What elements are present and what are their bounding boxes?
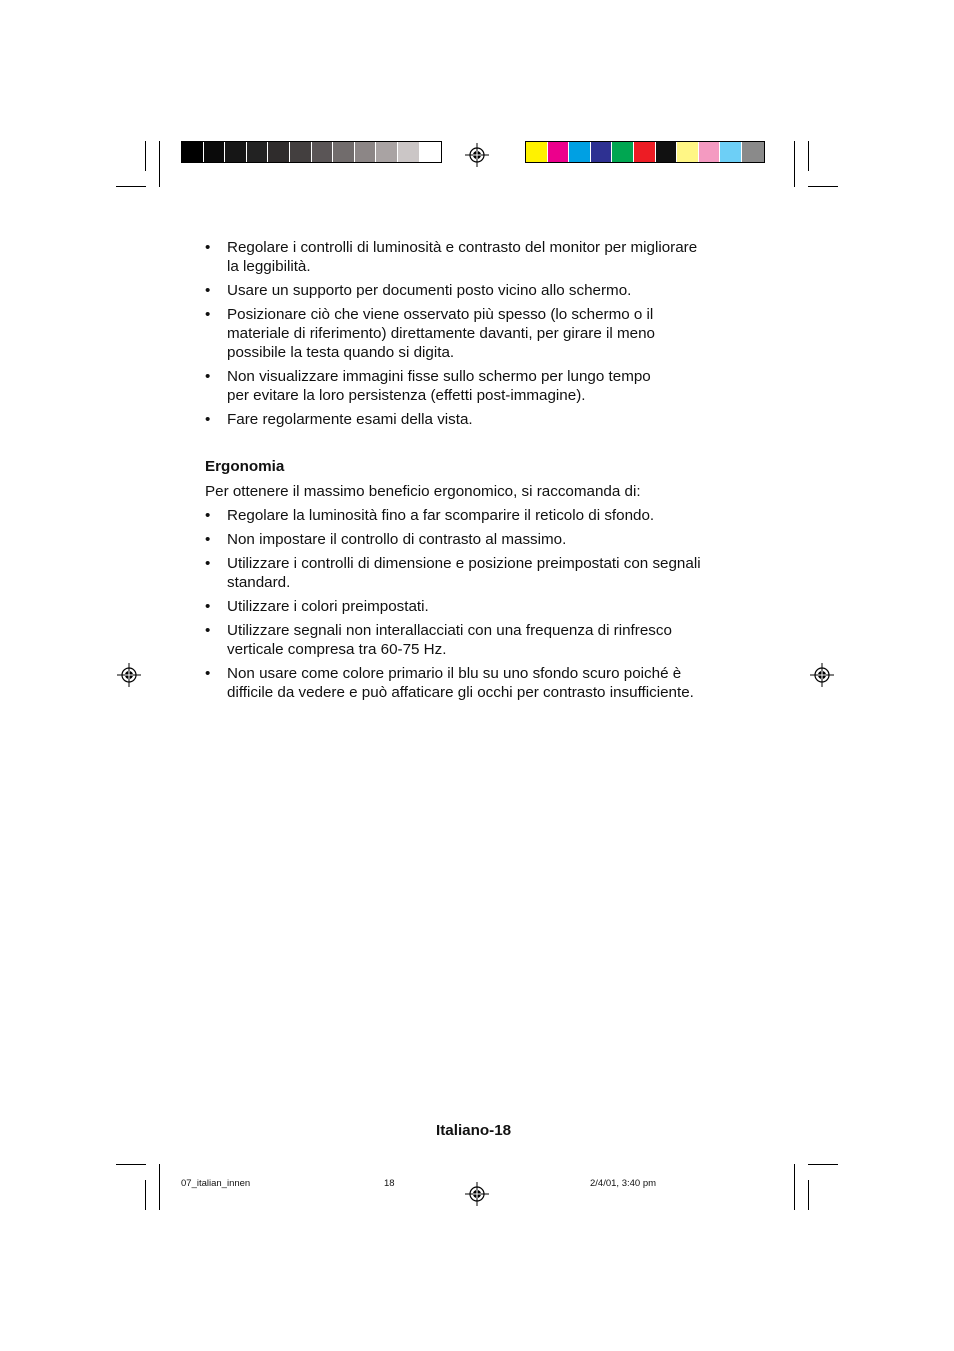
color-swatch	[420, 142, 442, 162]
list-item	[205, 506, 750, 525]
color-swatch	[182, 142, 204, 162]
color-swatch	[720, 142, 742, 162]
list-item-line: Non visualizzare immagini fisse sullo schermo per lungo tempo	[227, 368, 651, 385]
list-item-line: Usare un supporto per documenti posto vicino allo schermo.	[227, 282, 632, 299]
color-swatch	[225, 142, 247, 162]
color-swatch	[677, 142, 699, 162]
crop-mark	[159, 141, 160, 187]
list-item-line: possibile la testa quando si digita.	[227, 344, 455, 361]
registration-mark-icon	[117, 663, 141, 687]
color-swatch	[204, 142, 226, 162]
color-swatch	[591, 142, 613, 162]
section-intro: Per ottenere il massimo beneficio ergonomico, si raccomanda di:	[205, 483, 641, 500]
color-swatch	[268, 142, 290, 162]
color-swatch	[569, 142, 591, 162]
color-swatch	[656, 142, 678, 162]
color-swatch	[612, 142, 634, 162]
crop-mark	[794, 141, 795, 187]
display-tips-list	[205, 238, 750, 429]
list-item-line: difficile da vedere e può affaticare gli occhi per contrasto insufficiente.	[227, 684, 694, 701]
crop-mark	[808, 141, 809, 171]
slug-date: 2/4/01, 3:40 pm	[590, 1178, 657, 1189]
crop-mark	[794, 1164, 795, 1210]
crop-mark	[116, 186, 146, 187]
registration-mark-icon	[465, 1182, 489, 1206]
crop-mark	[808, 1180, 809, 1210]
list-item	[205, 554, 750, 592]
list-item-line: Non impostare il controllo di contrasto al massimo.	[227, 531, 567, 548]
list-item	[205, 597, 750, 616]
color-swatch	[247, 142, 269, 162]
list-item	[205, 664, 750, 702]
list-item-line: Utilizzare i controlli di dimensione e posizione preimpostati con segnali	[227, 555, 701, 572]
list-item	[205, 621, 750, 659]
document-body	[205, 238, 750, 707]
list-item-line: Non usare come colore primario il blu su uno sfondo scuro poiché è	[227, 665, 682, 682]
list-item-line: Utilizzare segnali non interallacciati con una frequenza di rinfresco	[227, 622, 672, 639]
list-item-line: verticale compresa tra 60-75 Hz.	[227, 641, 447, 658]
list-item	[205, 238, 750, 276]
registration-mark-icon	[810, 663, 834, 687]
list-item-line: per evitare la loro persistenza (effetti post-immagine).	[227, 387, 586, 404]
crop-mark	[145, 1180, 146, 1210]
crop-mark	[145, 141, 146, 171]
registration-mark-icon	[465, 143, 489, 167]
color-swatch	[312, 142, 334, 162]
list-item	[205, 367, 750, 405]
color-swatch	[526, 142, 548, 162]
section-heading: Ergonomia	[205, 458, 285, 475]
slug-filename: 07_italian_innen	[181, 1178, 251, 1189]
list-item-line: Regolare la luminosità fino a far scomparire il reticolo di sfondo.	[227, 507, 655, 524]
list-item	[205, 530, 750, 549]
color-swatch	[548, 142, 570, 162]
list-item	[205, 281, 750, 300]
color-swatch	[742, 142, 764, 162]
color-swatch	[634, 142, 656, 162]
process-color-bar	[525, 141, 765, 163]
color-swatch	[376, 142, 398, 162]
color-swatch	[398, 142, 420, 162]
list-item-line: Fare regolarmente esami della vista.	[227, 411, 473, 428]
list-item	[205, 410, 750, 429]
page-number-label: Italiano-18	[436, 1122, 512, 1139]
list-item-line: materiale di riferimento) direttamente davanti, per girare il meno	[227, 325, 655, 342]
crop-mark	[116, 1164, 146, 1165]
list-item-line: la leggibilità.	[227, 258, 311, 275]
list-item-line: Posizionare ciò che viene osservato più spesso (lo schermo o il	[227, 306, 654, 323]
color-swatch	[355, 142, 377, 162]
color-swatch	[333, 142, 355, 162]
grayscale-color-bar	[181, 141, 442, 163]
crop-mark	[808, 186, 838, 187]
list-item-line: Regolare i controlli di luminosità e contrasto del monitor per migliorare	[227, 239, 698, 256]
crop-mark	[159, 1164, 160, 1210]
list-item-line: Utilizzare i colori preimpostati.	[227, 598, 429, 615]
color-swatch	[699, 142, 721, 162]
list-item-line: standard.	[227, 574, 291, 591]
ergonomics-list	[205, 506, 750, 702]
slug-page: 18	[384, 1178, 395, 1189]
list-item	[205, 305, 750, 362]
crop-mark	[808, 1164, 838, 1165]
color-swatch	[290, 142, 312, 162]
